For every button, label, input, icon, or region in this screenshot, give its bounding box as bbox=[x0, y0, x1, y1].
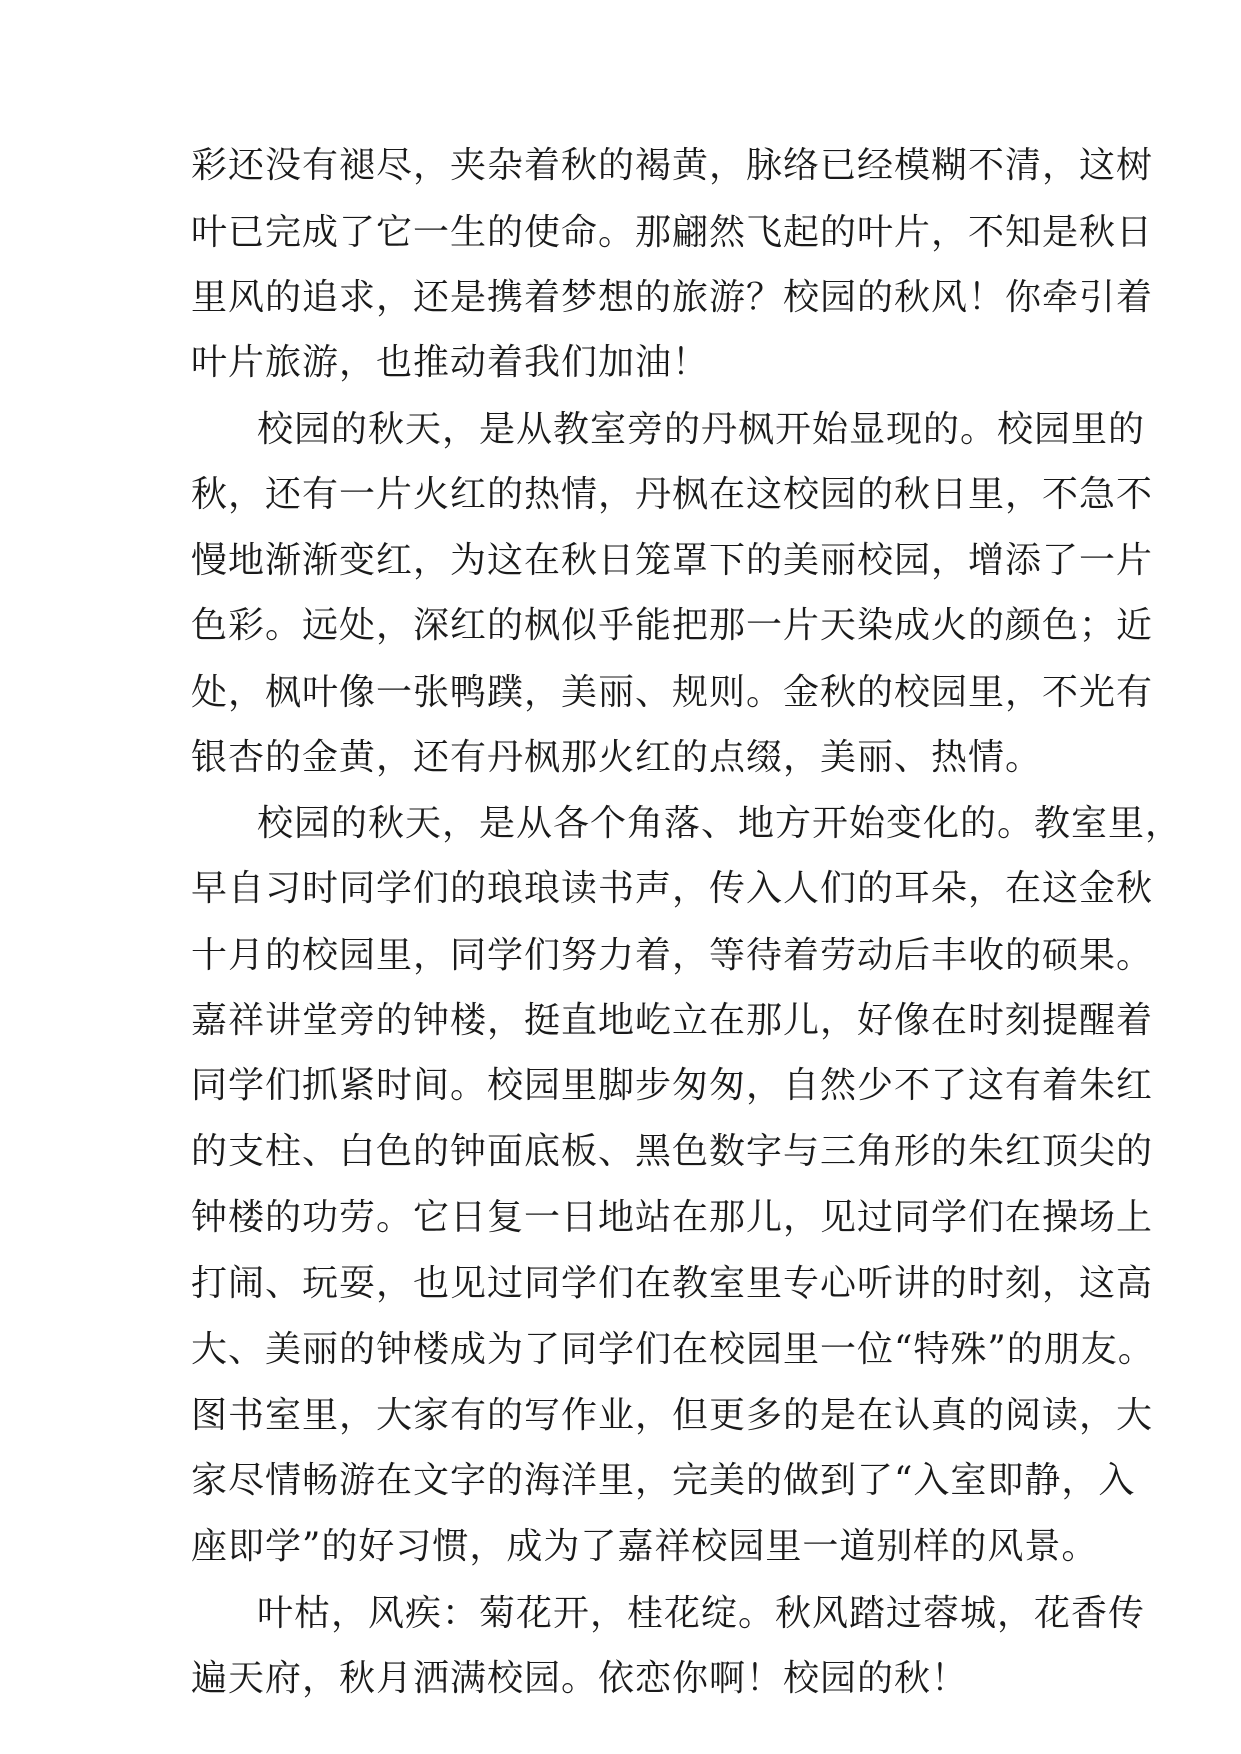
paragraph-first-line: 校园的秋天，是从教室旁的丹枫开始显现的。校园里的 bbox=[257, 409, 1146, 450]
text-line: 彩还没有褪尽，夹杂着秋的褐黄，脉络已经模糊不清，这树 bbox=[191, 145, 1154, 186]
text-line: 处，枫叶像一张鸭蹼，美丽、规则。金秋的校园里，不光有 bbox=[191, 672, 1154, 713]
text-line: 遍天府，秋月洒满校园。依恋你啊！校园的秋！ bbox=[191, 1658, 969, 1699]
text-line: 同学们抓紧时间。校园里脚步匆匆，自然少不了这有着朱红 bbox=[191, 1065, 1154, 1106]
text-line: 的支柱、白色的钟面底板、黑色数字与三角形的朱红顶尖的 bbox=[191, 1131, 1154, 1172]
text-line: 银杏的金黄，还有丹枫那火红的点缀，美丽、热情。 bbox=[191, 737, 1043, 778]
text-line: 图书室里，大家有的写作业，但更多的是在认真的阅读，大 bbox=[191, 1395, 1154, 1436]
text-line: 钟楼的功劳。它日复一日地站在那儿，见过同学们在操场上 bbox=[191, 1197, 1154, 1238]
text-line: 叶已完成了它一生的使命。那翩然飞起的叶片，不知是秋日 bbox=[191, 212, 1154, 253]
text-line: 秋，还有一片火红的热情，丹枫在这校园的秋日里，不急不 bbox=[191, 474, 1154, 515]
paragraph-first-line: 校园的秋天，是从各个角落、地方开始变化的。教室里， bbox=[257, 803, 1183, 844]
text-line: 里风的追求，还是携着梦想的旅游？校园的秋风！你牵引着 bbox=[191, 277, 1154, 318]
text-line: 座即学”的好习惯，成为了嘉祥校园里一道别样的风景。 bbox=[191, 1526, 1099, 1567]
text-line: 家尽情畅游在文字的海洋里，完美的做到了“入室即静，入 bbox=[191, 1460, 1136, 1501]
paragraph-first-line: 叶枯，风疾：菊花开，桂花绽。秋风踏过蓉城，花香传 bbox=[257, 1593, 1146, 1634]
text-line: 色彩。远处，深红的枫似乎能把那一片天染成火的颜色；近 bbox=[191, 605, 1154, 646]
text-line: 十月的校园里，同学们努力着，等待着劳动后丰收的硕果。 bbox=[191, 935, 1154, 976]
text-line: 叶片旅游，也推动着我们加油！ bbox=[191, 342, 710, 383]
text-line: 嘉祥讲堂旁的钟楼，挺直地屹立在那儿，好像在时刻提醒着 bbox=[191, 1000, 1154, 1041]
text-line: 早自习时同学们的琅琅读书声，传入人们的耳朵，在这金秋 bbox=[191, 868, 1154, 909]
text-line: 大、美丽的钟楼成为了同学们在校园里一位“特殊”的朋友。 bbox=[191, 1329, 1155, 1370]
text-line: 慢地渐渐变红，为这在秋日笼罩下的美丽校园，增添了一片 bbox=[191, 540, 1154, 581]
text-line: 打闹、玩耍，也见过同学们在教室里专心听讲的时刻，这高 bbox=[191, 1263, 1154, 1304]
